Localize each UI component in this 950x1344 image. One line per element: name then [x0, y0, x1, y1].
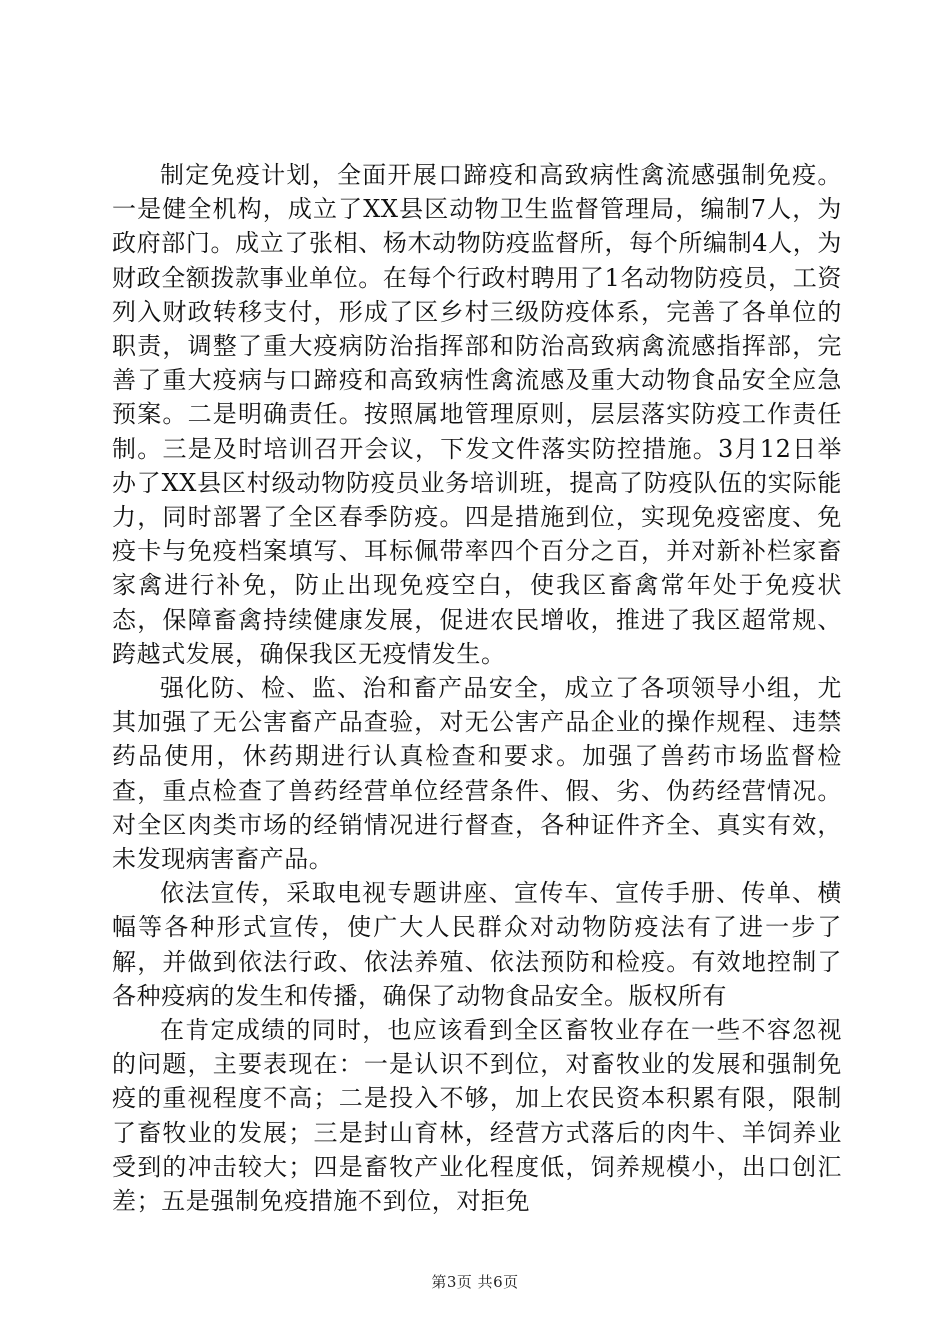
page-number-footer: 第3页 共6页	[431, 1273, 519, 1291]
paragraph-legal-publicity: 依法宣传，采取电视专题讲座、宣传车、宣传手册、传单、横幅等各种形式宣传，使广大人民群众对动物防疫法有了进一步了解，并做到依法行政、依法养殖、依法预防和检疫。有效地控制了各种疫病的发生和传播，确保了动物食品安全。版权所有	[112, 879, 842, 1010]
paragraph-immunization-plan: 制定免疫计划，全面开展口蹄疫和高致病性禽流感强制免疫。一是健全机构，成立了XX县区动物卫生监督管理局，编制7人，为政府部门。成立了张相、杨木动物防疫监督所，每个所编制4人，为财政全额拨款事业单位。在每个行政村聘用了1名动物防疫员，工资列入财政转移支付，形成了区乡村三级防疫体系，完善了各单位的职责，调整了重大疫病防治指挥部和防治高致病禽流感指挥部，完善了重大疫病与口蹄疫和高致病性禽流感及重大动物食品安全应急预案。二是明确责任。按照属地管理原则，层层落实防疫工作责任制。三是及时培训召开会议，下发文件落实防控措施。3月12日举办了XX县区村级动物防疫员业务培训班，提高了防疫队伍的实际能力，同时部署了全区春季防疫。四是措施到位，实现免疫密度、免疫卡与免疫档案填写、耳标佩带率四个百分之百，并对新补栏家畜家禽进行补免，防止出现免疫空白，使我区畜禽常年处于免疫状态，保障畜禽持续健康发展，促进农民增收，推进了我区超常规、跨越式发展，确保我区无疫情发生。	[112, 161, 842, 668]
paragraph-product-safety: 强化防、检、监、治和畜产品安全，成立了各项领导小组，尤其加强了无公害畜产品查验，对无公害产品企业的操作规程、违禁药品使用，休药期进行认真检查和要求。加强了兽药市场监督检查，重点检查了兽药经营单位经营条件、假、劣、伪药经营情况。对全区肉类市场的经销情况进行督查，各种证件齐全、真实有效，未发现病害畜产品。	[112, 674, 842, 874]
body-text	[112, 158, 842, 1218]
paragraph-problems: 在肯定成绩的同时，也应该看到全区畜牧业存在一些不容忽视的问题，主要表现在：一是认识不到位，对畜牧业的发展和强制免疫的重视程度不高；二是投入不够，加上农民资本积累有限，限制了畜牧业的发展；三是封山育林，经营方式落后的肉牛、羊饲养业受到的冲击较大；四是畜牧产业化程度低，饲养规模小，出口创汇差；五是强制免疫措施不到位，对拒免	[112, 1016, 842, 1216]
